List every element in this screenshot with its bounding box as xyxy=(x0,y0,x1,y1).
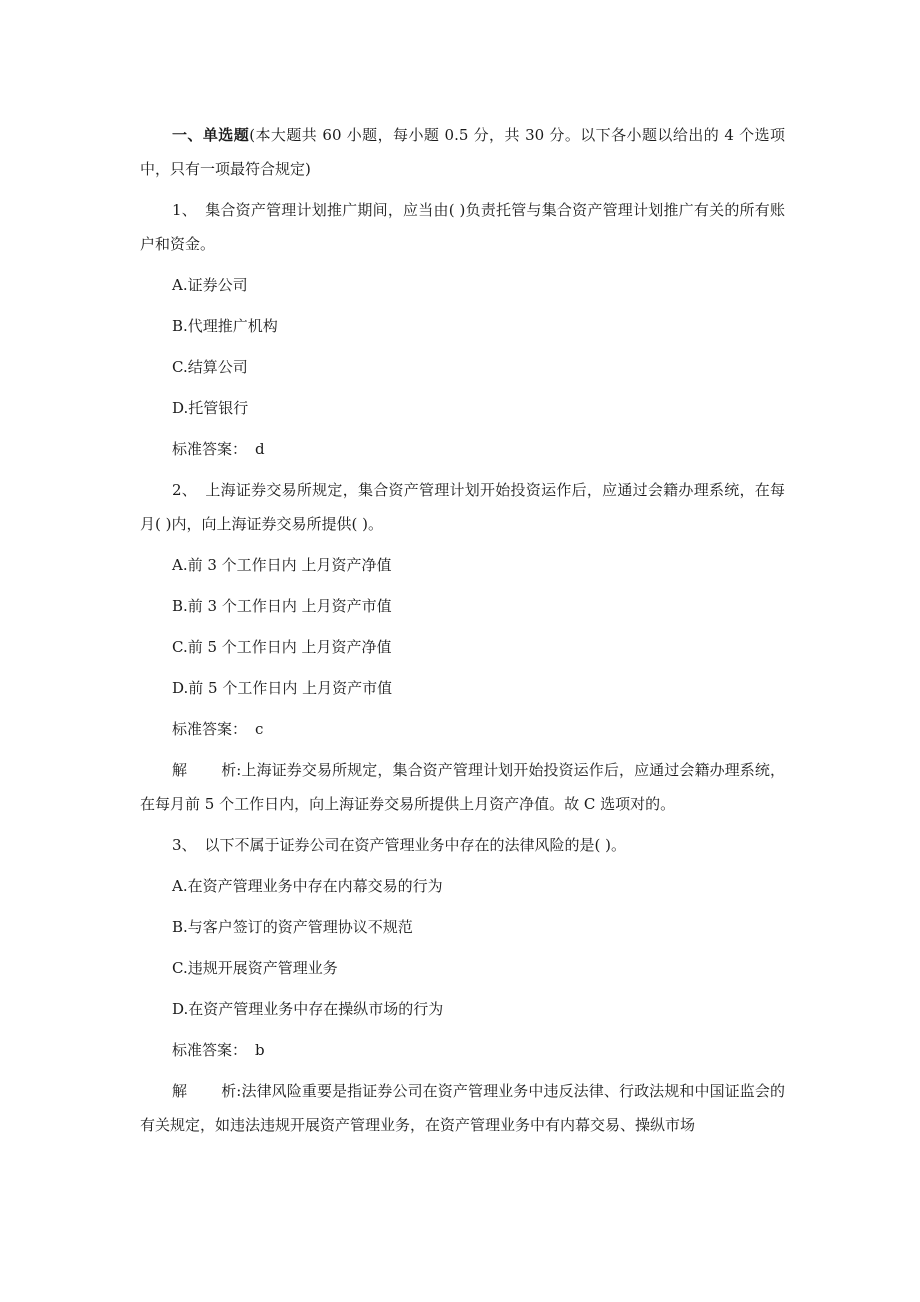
answer-value: b xyxy=(255,1041,265,1059)
analysis-label-jie: 解 xyxy=(172,761,188,779)
question-2-stem xyxy=(140,473,785,541)
answer-value: c xyxy=(255,720,264,738)
section-intro xyxy=(140,118,785,186)
analysis-label-xi: 析: xyxy=(221,1082,242,1100)
standard-answer xyxy=(140,712,785,746)
answer-label: 标准答案： xyxy=(172,1041,248,1059)
standard-answer xyxy=(140,432,785,466)
section-instructions: (本大题共 60 小题，每小题 0.5 分，共 30 分。以下各小题以给出的 4 个选项中，只有一项最符合规定) xyxy=(140,126,785,178)
option-d: D.托管银行 xyxy=(172,399,249,417)
section-heading: 一、单选题 xyxy=(172,126,250,144)
question-text: 集合资产管理计划推广期间，应当由( )负责托管与集合资产管理计划推广有关的所有账户和资金。 xyxy=(140,201,785,253)
option-b: B.前 3 个工作日内 上月资产市值 xyxy=(172,597,392,615)
option-d: D.前 5 个工作日内 上月资产市值 xyxy=(172,679,393,697)
question-number: 1、 xyxy=(172,201,197,219)
question-number: 2、 xyxy=(172,481,198,499)
option-a: A.前 3 个工作日内 上月资产净值 xyxy=(172,556,392,574)
question-text: 上海证券交易所规定，集合资产管理计划开始投资运作后，应通过会籍办理系统，在每月( )内，向上海证券交易所提供( )。 xyxy=(140,481,785,533)
option-a: A.在资产管理业务中存在内幕交易的行为 xyxy=(172,877,443,895)
option-c: C.前 5 个工作日内 上月资产净值 xyxy=(172,638,392,656)
option-c: C.违规开展资产管理业务 xyxy=(172,959,338,977)
question-text: 以下不属于证券公司在资产管理业务中存在的法律风险的是( )。 xyxy=(204,836,627,854)
option-b: B.与客户签订的资产管理协议不规范 xyxy=(172,918,413,936)
question-1-stem xyxy=(140,193,785,261)
analysis-label-xi: 析: xyxy=(221,761,242,779)
document-content xyxy=(140,118,785,1149)
answer-value: d xyxy=(255,440,265,458)
option-a: A.证券公司 xyxy=(172,276,248,294)
option-b: B.代理推广机构 xyxy=(172,317,278,335)
analysis-text: 上海证券交易所规定，集合资产管理计划开始投资运作后，应通过会籍办理系统，在每月前 5 个工作日内，向上海证券交易所提供上月资产净值。故 C 选项对的。 xyxy=(140,761,785,813)
question-3-analysis xyxy=(140,1074,785,1142)
question-3-stem xyxy=(140,828,785,862)
option-c: C.结算公司 xyxy=(172,358,248,376)
option-d: D.在资产管理业务中存在操纵市场的行为 xyxy=(172,1000,444,1018)
standard-answer xyxy=(140,1033,785,1067)
answer-label: 标准答案： xyxy=(172,720,248,738)
question-2-analysis xyxy=(140,753,785,821)
analysis-text: 法律风险重要是指证券公司在资产管理业务中违反法律、行政法规和中国证监会的有关规定，如违法违规开展资产管理业务，在资产管理业务中有内幕交易、操纵市场 xyxy=(140,1082,785,1134)
answer-label: 标准答案： xyxy=(172,440,248,458)
question-number: 3、 xyxy=(172,836,197,854)
analysis-label-jie: 解 xyxy=(172,1082,188,1100)
